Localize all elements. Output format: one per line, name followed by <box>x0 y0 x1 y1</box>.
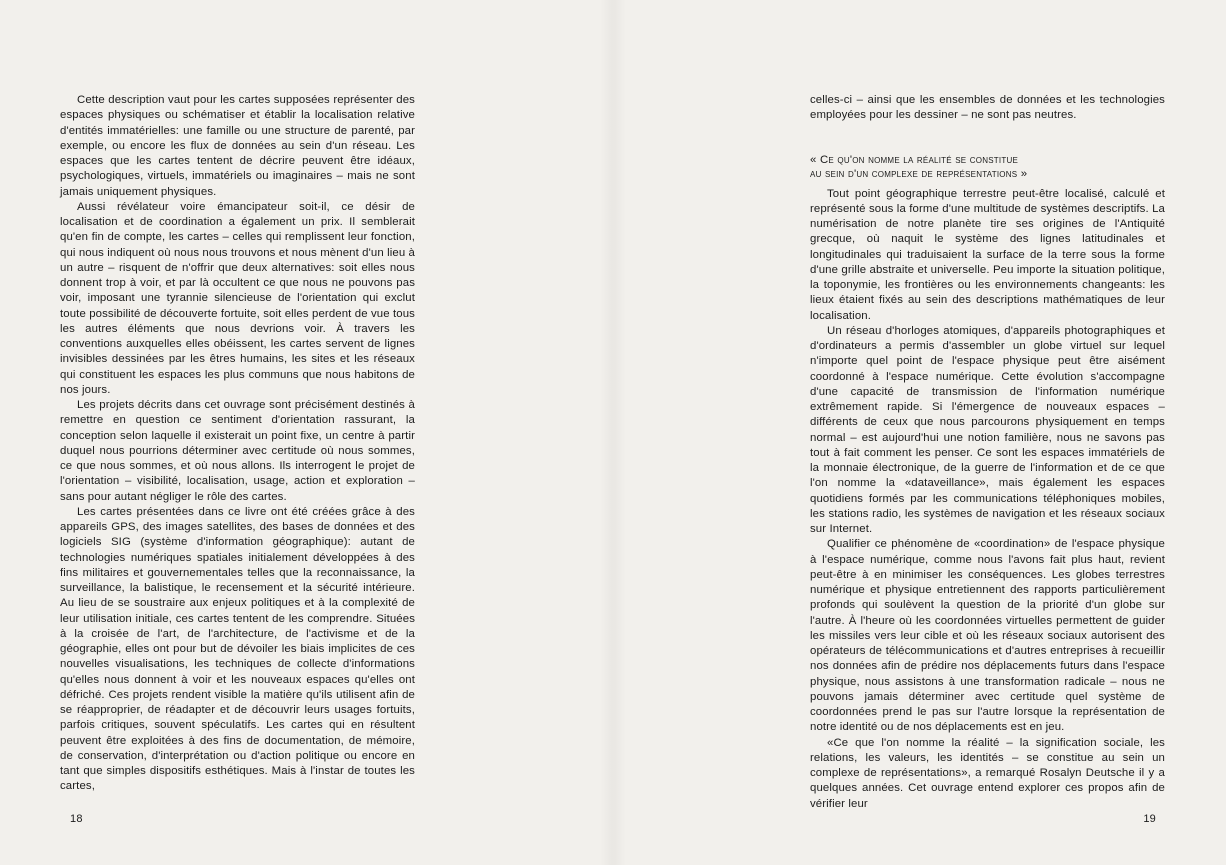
page-right <box>613 0 1226 865</box>
section-heading-line-1: « Ce qu'on nomme la réalité se constitue <box>810 153 1019 166</box>
paragraph: Les projets décrits dans cet ouvrage sont précisément destinés à remettre en question ce sentiment d'orientation rassurant, la conception selon laquelle il existerait un point fixe, un centre à partir duquel nous pourrions déterminer avec certitude où nous sommes, ce que nous sommes, et où nous allons. Ils interrogent le projet de l'orientation – visibilité, localisation, usage, action et exploration – sans pour autant négliger le rôle des cartes. <box>60 399 415 503</box>
paragraph: Tout point géographique terrestre peut-être localisé, calculé et représenté sous la forme d'une multitude de systèmes descriptifs. La numérisation de notre planète tire ses origines de l'Antiquité grecque, où naquit le système des lignes latitudinales et longitudinales qui traduisaient la surface de la terre sous la forme d'une grille abstraite et universelle. Peu importe la situation politique, la toponymie, les frontières ou les environnements changeants: les lieux étaient fixés au sein des descriptions mathématiques de leur localisation. <box>810 187 1165 322</box>
right-text-column <box>810 93 1165 812</box>
paragraph: «Ce que l'on nomme la réalité – la signification sociale, les relations, les valeurs, les identités – se constitue au sein un complexe de représentations», a remarqué Rosalyn Deutsche il y a quelques années. Cet ouvrage entend explorer ces propos afin de vérifier leur <box>810 736 1165 810</box>
left-text-column <box>60 93 415 795</box>
section-heading <box>810 153 1165 182</box>
paragraph: Cette description vaut pour les cartes supposées représenter des espaces physiques ou schématiser et établir la localisation relative d'entités immatérielles: une famille ou une structure de parenté, par exemple, ou encore les flux de données au sein d'un réseau. Les espaces que les cartes tentent de décrire peuvent être idéaux, psychologiques, virtuels, immatériels ou imaginaires – mais ne sont jamais uniquement physiques. <box>60 94 415 198</box>
paragraph: Les cartes présentées dans ce livre ont été créées grâce à des appareils GPS, des images satellites, des bases de données et des logiciels SIG (système d'information géographique): autant de technologies numériques spatiales initialement développées à des fins militaires et gouvernementales telles que la reconnaissance, la surveillance, la balistique, le recensement et la sécurité intérieure. Au lieu de se soustraire aux enjeux politiques et à la complexité de leur utilisation initiale, ces cartes tentent de les comprendre. Situées à la croisée de l'art, de l'architecture, de l'activisme et de la géographie, elles ont pour but de dévoiler les biais implicites de ces nouvelles visualisations, les techniques de collecte d'informations qu'elles nous donnent à voir et les nouveaux espaces qu'elles ont défriché. Ces projets rendent visible la matière qu'ils utilisent afin de se réapproprier, de réadapter et de découvrir leurs usages fortuits, parfois critiques, souvent spéculatifs. Les cartes qui en résultent peuvent être exploitées à des fins de documentation, de mémoire, de conservation, d'interprétation ou d'action politique ou encore en tant que simples dispositifs esthétiques. Mais à l'instar de toutes les cartes, <box>60 505 415 793</box>
section-heading-line-2: au sein d'un complexe de représentations » <box>810 168 1028 180</box>
paragraph: Un réseau d'horloges atomiques, d'appareils photographiques et d'ordinateurs a permis d'assembler un globe virtuel sur lequel n'importe quel point de l'espace physique peut être aisément coordonné à l'espace numérique. Cette évolution s'accompagne d'une capacité de transmission de l'information numérique extrêmement rapide. Si l'émergence de nouveaux espaces – différents de ceux que nous parcourons physiquement en temps normal – est aujourd'hui une notion familière, nous ne savons pas tout à fait comment les penser. Ce sont les espaces immatériels de la monnaie électronique, de la guerre de l'information et de ce que l'on nomme la «dataveillance», mais également les espaces quotidiens formés par les communications téléphoniques mobiles, les stations radio, les systèmes de navigation et les réseaux sociaux sur Internet. <box>810 324 1165 535</box>
paragraph: Aussi révélateur voire émancipateur soit-il, ce désir de localisation et de coordination a également un prix. Il semblerait qu'en fin de compte, les cartes – celles qui remplissent leur fonction, qui nous indiquent où nous nous trouvons et nous mènent d'un lieu à un autre – risquent de n'offrir que deux alternatives: soit elles nous donnent trop à voir, et par là occultent ce que nous ne pouvons pas voir, imposant une tyrannie silencieuse de l'orientation qui exclut toute possibilité de découverte fortuite, soit elles perdent de vue tous les autres éléments que nous devrions voir. À travers les conventions auxquelles elles obéissent, les cartes servent de lignes invisibles dessinées par les êtres humains, les sites et les réseaux qui constituent les espaces les plus communs que nous habitons de nos jours. <box>60 200 415 396</box>
paragraph: Qualifier ce phénomène de «coordination» de l'espace physique à l'espace numérique, comme nous l'avons fait plus haut, revient peut-être à en minimiser les conséquences. Les globes terrestres numérique et physique entretiennent des rapports particulièrement profonds qui soulèvent la question de la priorité d'un globe sur l'autre. À l'heure où les coordonnées virtuelles permettent de guider les missiles vers leur cible et où les réseaux sociaux autorisent des opérateurs de télécommunications et d'autres entreprises à recueillir nos données afin de prédire nos déplacements futurs dans l'espace physique, nous assistons à une transformation radicale – nous ne pouvons jamais déterminer avec certitude quel système de coordonnées prend le pas sur l'autre lorsque la représentation de notre identité ou de nos déplacements est en jeu. <box>810 538 1165 734</box>
page-number-left: 18 <box>70 813 83 825</box>
page-number-right: 19 <box>1143 813 1156 825</box>
paragraph: celles-ci – ainsi que les ensembles de données et les technologies employées pour les dessiner – ne sont pas neutres. <box>810 94 1165 122</box>
